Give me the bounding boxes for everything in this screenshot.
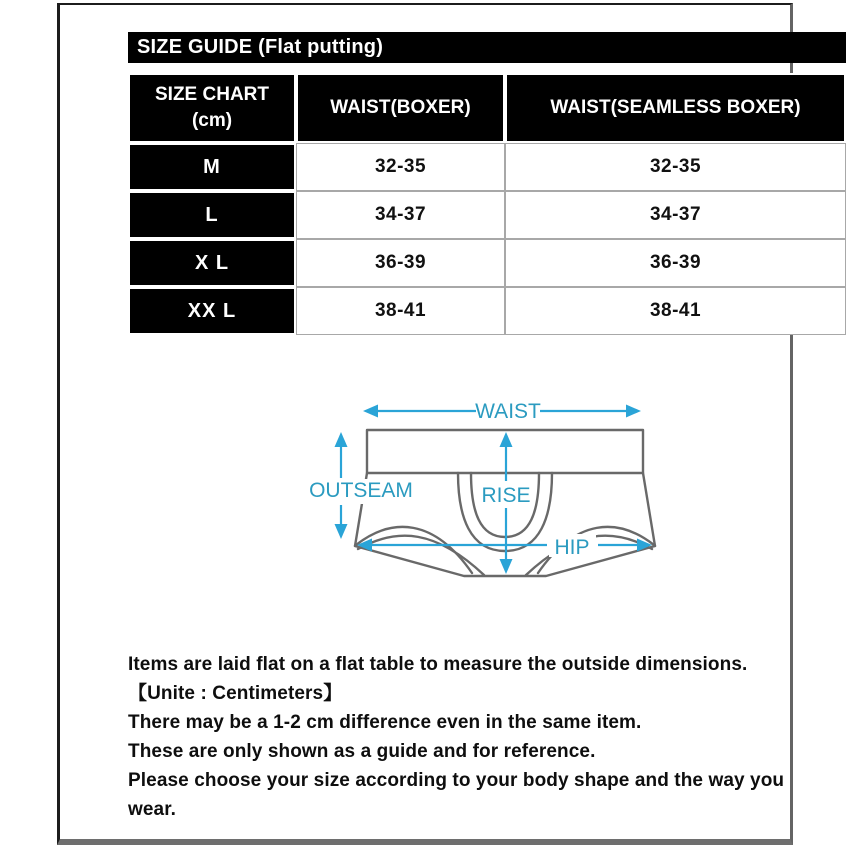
measurement-notes [128, 650, 840, 824]
header-size-chart [128, 73, 296, 143]
waist-right-arrowhead-icon [626, 405, 641, 418]
note-line: There may be a 1-2 cm difference even in the same item. [128, 712, 642, 733]
value-xxl-boxer: 38-41 [296, 287, 505, 335]
table-row [128, 287, 846, 335]
outseam-up-arrowhead-icon [335, 432, 348, 447]
table-row [128, 191, 846, 239]
hip-label: HIP [554, 536, 590, 559]
note-line: wear. [128, 799, 177, 820]
outseam-down-arrowhead-icon [335, 524, 348, 539]
rise-down-arrowhead-icon [500, 559, 513, 574]
outseam-label: OUTSEAM [309, 479, 413, 502]
size-guide-title-bar: SIZE GUIDE (Flat putting) [128, 32, 846, 63]
rise-up-arrowhead-icon [500, 432, 513, 447]
value-l-seamless: 34-37 [505, 191, 846, 239]
header-size-chart-line2: (cm) [191, 110, 233, 131]
waist-label: WAIST [475, 400, 541, 423]
value-xxl-seamless: 38-41 [505, 287, 846, 335]
value-l-boxer: 34-37 [296, 191, 505, 239]
size-label-l: L [128, 191, 296, 239]
size-guide-frame [57, 3, 801, 845]
size-chart-table [128, 73, 846, 335]
boxer-measurement-diagram [307, 389, 673, 595]
note-line: Items are laid flat on a flat table to measure the outside dimensions. [128, 654, 748, 675]
size-label-xl: X L [128, 239, 296, 287]
table-header-row [128, 73, 846, 143]
rise-label: RISE [481, 484, 531, 507]
table-row [128, 239, 846, 287]
header-waist-boxer: WAIST(BOXER) [296, 73, 505, 143]
header-size-chart-line1: SIZE CHART [155, 84, 269, 105]
size-label-m: M [128, 143, 296, 191]
measurement-labels [309, 400, 589, 559]
value-xl-seamless: 36-39 [505, 239, 846, 287]
note-line-unit: 【Unite : Centimeters】 [128, 683, 343, 704]
size-label-xxl: XX L [128, 287, 296, 335]
note-line: Please choose your size according to your body shape and the way you [128, 770, 785, 791]
table-row [128, 143, 846, 191]
value-xl-boxer: 36-39 [296, 239, 505, 287]
waist-left-arrowhead-icon [363, 405, 378, 418]
header-waist-seamless-boxer: WAIST(SEAMLESS BOXER) [505, 73, 846, 143]
note-line: These are only shown as a guide and for reference. [128, 741, 596, 762]
value-m-boxer: 32-35 [296, 143, 505, 191]
value-m-seamless: 32-35 [505, 143, 846, 191]
